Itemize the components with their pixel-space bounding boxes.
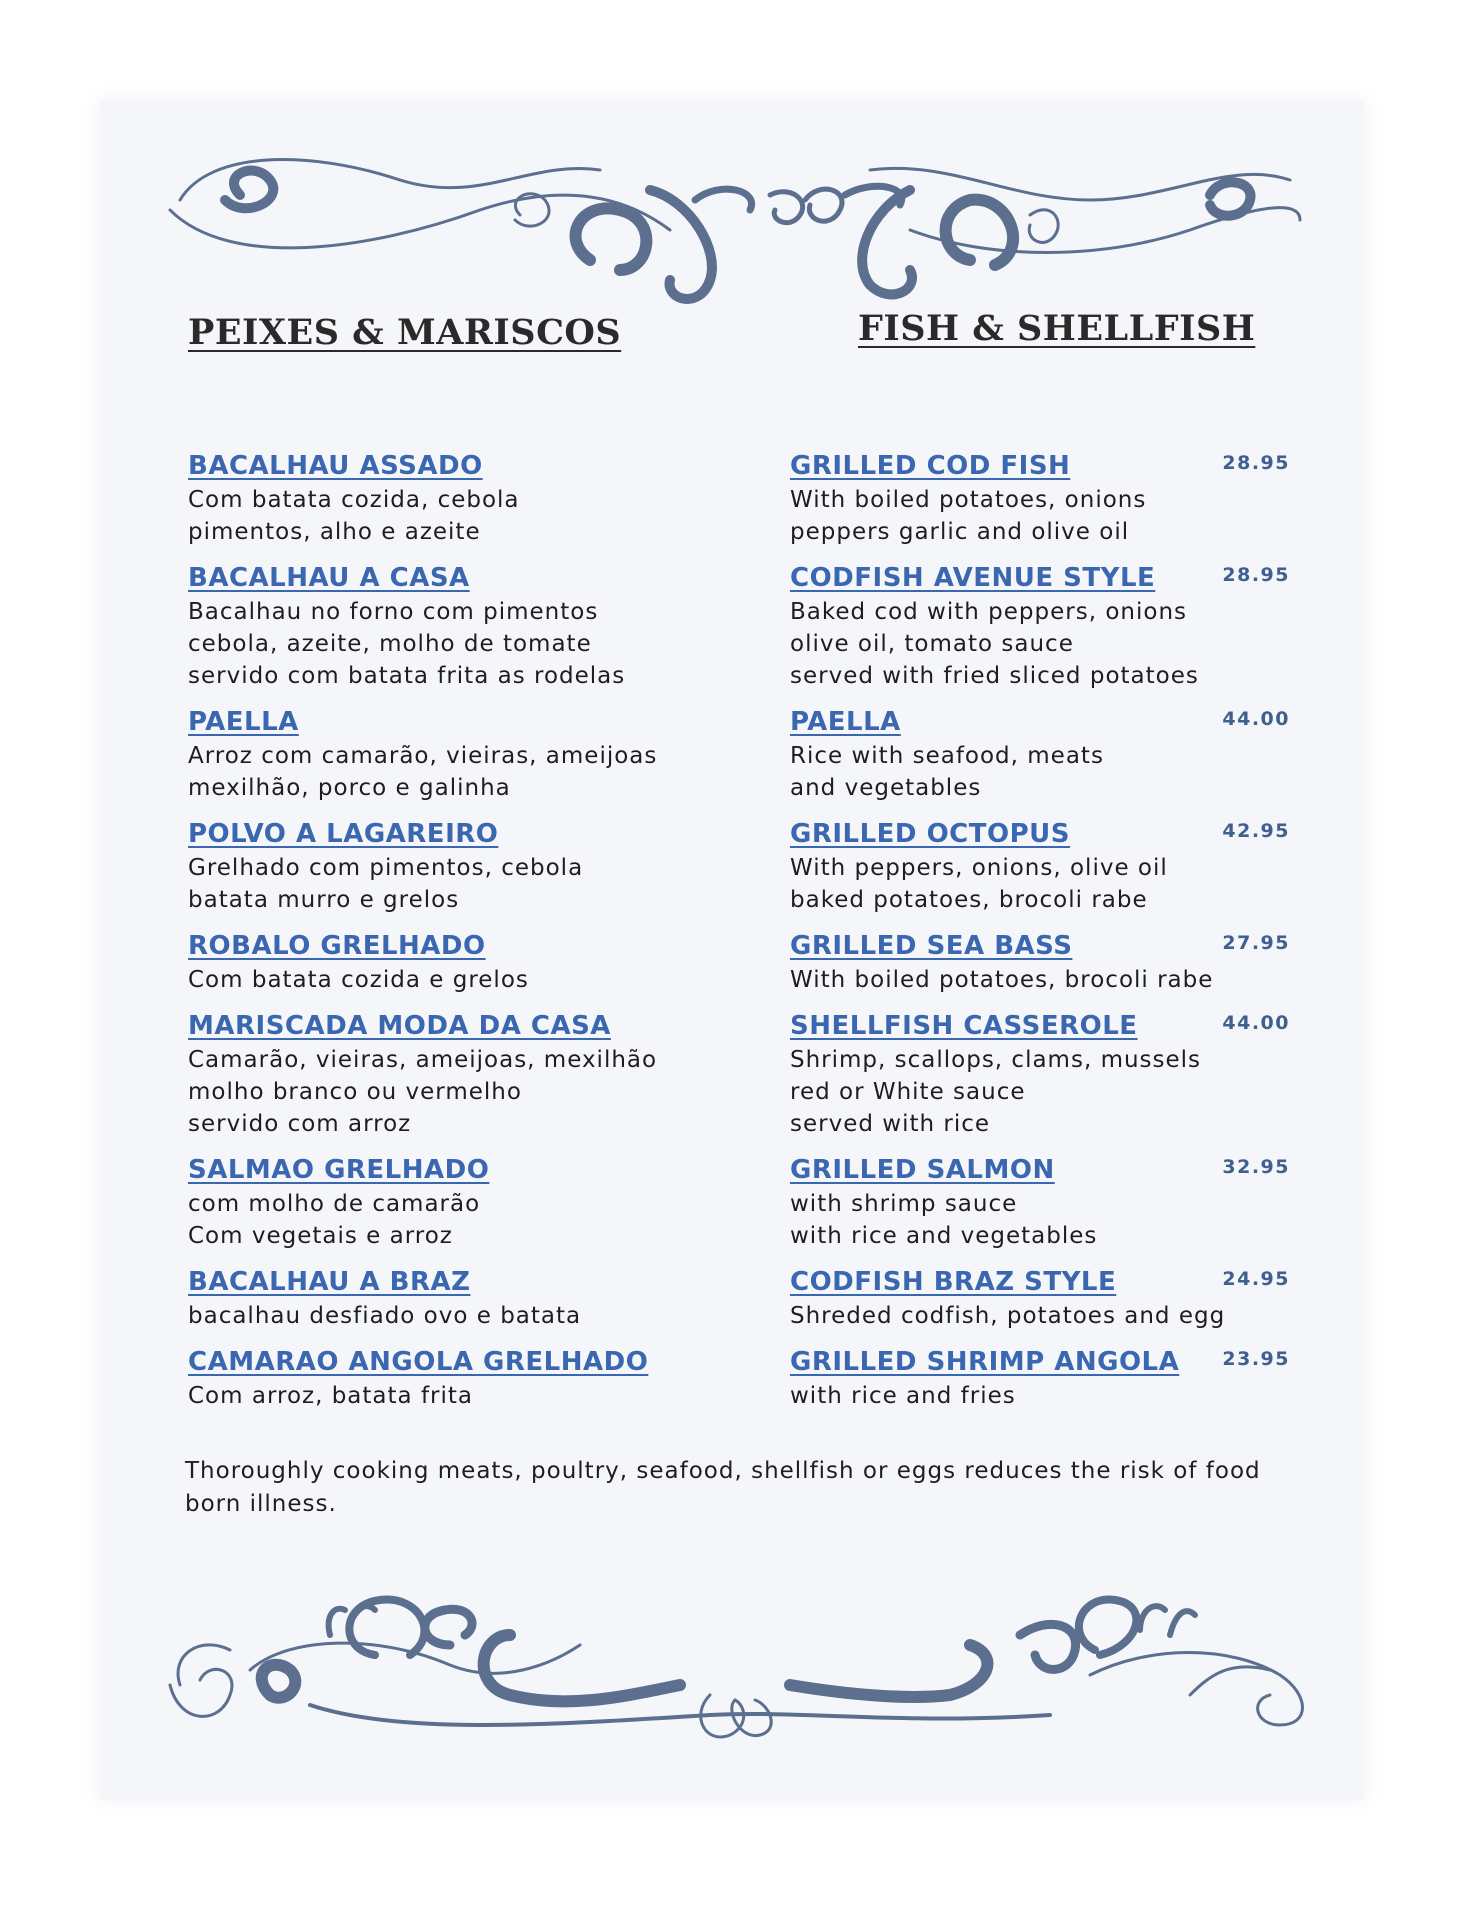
item-description: Grelhado com pimentos, cebola batata murro e grelos	[188, 855, 584, 913]
menu-item	[188, 928, 768, 996]
item-description: Shrimp, scallops, clams, mussels red or White sauce served with rice	[790, 1047, 1202, 1137]
item-name: GRILLED SEA BASS	[790, 931, 1073, 961]
item-name: GRILLED OCTOPUS	[790, 819, 1070, 849]
heading-english: FISH & SHELLFISH	[858, 308, 1256, 349]
item-description: with rice and fries	[790, 1383, 1016, 1409]
item-price: 23.95	[1222, 1348, 1290, 1370]
item-description: With boiled potatoes, brocoli rabe	[790, 967, 1214, 993]
menu-item	[790, 928, 1290, 996]
item-name: CODFISH BRAZ STYLE	[790, 1267, 1117, 1297]
menu-item	[790, 704, 1290, 804]
menu-item	[188, 448, 768, 548]
menu-item	[188, 1264, 768, 1332]
item-price: 42.95	[1222, 820, 1290, 842]
item-name: GRILLED COD FISH	[790, 451, 1071, 481]
menu-item	[188, 704, 768, 804]
item-description: With boiled potatoes, onions peppers garlic and olive oil	[790, 487, 1147, 545]
item-price: 27.95	[1222, 932, 1290, 954]
item-name: PAELLA	[790, 707, 901, 737]
menu-item	[790, 1152, 1290, 1252]
item-description: with shrimp sauce with rice and vegetables	[790, 1191, 1098, 1249]
menu-item	[790, 448, 1290, 548]
menu-item	[188, 560, 768, 692]
bottom-flourish	[150, 1575, 1320, 1745]
menu-item	[790, 816, 1290, 916]
item-description: bacalhau desfiado ovo e batata	[188, 1303, 582, 1329]
menu-item	[790, 1264, 1290, 1332]
item-name: ROBALO GRELHADO	[188, 931, 486, 961]
item-name: SALMAO GRELHADO	[188, 1155, 490, 1185]
item-name: MARISCADA MODA DA CASA	[188, 1011, 611, 1041]
menu-item	[188, 816, 768, 916]
top-flourish	[150, 140, 1320, 310]
item-name: SHELLFISH CASSEROLE	[790, 1011, 1138, 1041]
heading-portuguese: PEIXES & MARISCOS	[188, 312, 622, 353]
item-name: GRILLED SALMON	[790, 1155, 1055, 1185]
item-description: Arroz com camarão, vieiras, ameijoas mexilhão, porco e galinha	[188, 743, 658, 801]
item-description: Com arroz, batata frita	[188, 1383, 473, 1409]
item-description: Com batata cozida e grelos	[188, 967, 529, 993]
item-name: POLVO A LAGAREIRO	[188, 819, 499, 849]
menu-item	[790, 1008, 1290, 1140]
menu-item	[790, 1344, 1290, 1412]
item-name: GRILLED SHRIMP ANGOLA	[790, 1347, 1180, 1377]
item-description: With peppers, onions, olive oil baked potatoes, brocoli rabe	[790, 855, 1168, 913]
scroll-flourish-icon	[150, 140, 1320, 310]
item-name: PAELLA	[188, 707, 299, 737]
item-name: BACALHAU A BRAZ	[188, 1267, 471, 1297]
scroll-flourish-icon	[150, 1575, 1320, 1745]
item-name: CODFISH AVENUE STYLE	[790, 563, 1156, 593]
item-description: com molho de camarão Com vegetais e arroz	[188, 1191, 481, 1249]
item-description: Rice with seafood, meats and vegetables	[790, 743, 1104, 801]
menu-item	[790, 560, 1290, 692]
menu-item	[188, 1344, 768, 1412]
item-price: 44.00	[1222, 1012, 1290, 1034]
menu-item	[188, 1008, 768, 1140]
item-price: 28.95	[1222, 452, 1290, 474]
item-price: 32.95	[1222, 1156, 1290, 1178]
item-price: 28.95	[1222, 564, 1290, 586]
item-name: CAMARAO ANGOLA GRELHADO	[188, 1347, 649, 1377]
item-description: Camarão, vieiras, ameijoas, mexilhão molho branco ou vermelho servido com arroz	[188, 1047, 658, 1137]
menu-item	[188, 1152, 768, 1252]
item-description: Com batata cozida, cebola pimentos, alho e azeite	[188, 487, 520, 545]
item-description: Baked cod with peppers, onions olive oil, tomato sauce served with fried sliced potatoes	[790, 599, 1199, 689]
item-price: 24.95	[1222, 1268, 1290, 1290]
item-description: Bacalhau no forno com pimentos cebola, azeite, molho de tomate servido com batata frita as rodelas	[188, 599, 626, 689]
item-price: 44.00	[1222, 708, 1290, 730]
food-safety-notice: Thoroughly cooking meats, poultry, seafood, shellfish or eggs reduces the risk of food born illness.	[185, 1458, 1261, 1517]
item-name: BACALHAU ASSADO	[188, 451, 483, 481]
item-name: BACALHAU A CASA	[188, 563, 470, 593]
item-description: Shreded codfish, potatoes and egg	[790, 1303, 1226, 1329]
